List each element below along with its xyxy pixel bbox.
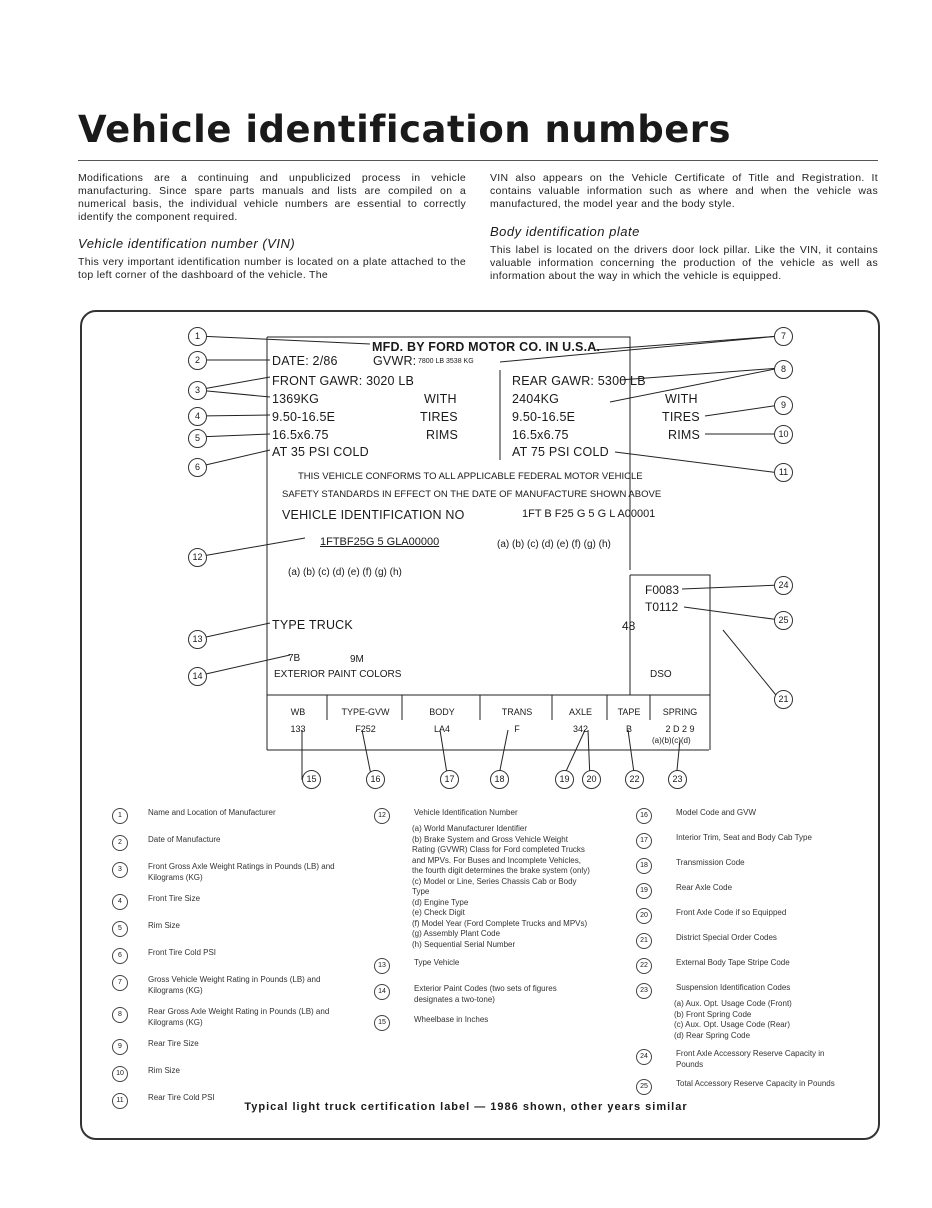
label-front-rims: RIMS: [426, 428, 459, 442]
label-48: 48: [622, 619, 636, 633]
legend-text-10: Rim Size: [148, 1066, 181, 1075]
legend-num-14: 14: [374, 984, 390, 1000]
legend-item-22: [636, 958, 856, 974]
legend-text-23: Suspension Identification Codes: [676, 983, 791, 992]
legend-item-2: [112, 835, 357, 851]
label-rear-psi: AT 75 PSI COLD: [512, 445, 609, 459]
label-rear-tires: TIRES: [662, 410, 700, 424]
legend-item-24: [636, 1049, 856, 1070]
legend-text-3: Front Gross Axle Weight Ratings in Pounds (LB) and Kilograms (KG): [148, 862, 335, 882]
callout-23: 23: [668, 770, 687, 789]
legend-item-13: [374, 958, 604, 974]
table-value-body: LA4: [433, 724, 450, 734]
legend-text-15: Wheelbase in Inches: [414, 1015, 489, 1024]
legend-num-2: 2: [112, 835, 128, 851]
label-front-tires: TIRES: [420, 410, 458, 424]
label-paint-code: 7B: [288, 653, 301, 664]
legend-item-12: [374, 808, 604, 824]
legend-text-1: Name and Location of Manufacturer: [148, 808, 276, 817]
legend-num-16: 16: [636, 808, 652, 824]
legend-text-25: Total Accessory Reserve Capacity in Pounds: [676, 1079, 835, 1088]
legend-item-4: [112, 894, 357, 910]
callout-18: 18: [490, 770, 509, 789]
label-vin-right-letters: (a) (b) (c) (d) (e) (f) (g) (h): [497, 539, 611, 550]
legend-num-7: 7: [112, 975, 128, 991]
vin-heading: Vehicle identification number (VIN): [78, 236, 296, 251]
table-header-trans: TRANS: [501, 707, 533, 717]
legend-12a: (a) World Manufacturer Identifier: [412, 824, 528, 833]
callout-3: 3: [188, 381, 207, 400]
label-front-gawr: FRONT GAWR: 3020 LB: [272, 374, 415, 388]
label-front-kg: 1369KG: [272, 392, 320, 406]
label-front-with: WITH: [424, 392, 457, 406]
label-paint-colors: EXTERIOR PAINT COLORS: [274, 669, 402, 680]
title-rule: [78, 160, 878, 161]
legend-text-5: Rim Size: [148, 921, 181, 930]
legend-num-10: 10: [112, 1066, 128, 1082]
table-header-wb: WB: [290, 707, 306, 717]
callout-1: 1: [188, 327, 207, 346]
legend-text-24: Front Axle Accessory Reserve Capacity in Pounds: [676, 1049, 825, 1069]
legend-num-21: 21: [636, 933, 652, 949]
label-rear-kg: 2404KG: [512, 392, 560, 406]
table-value-tape: B: [625, 724, 632, 734]
legend-num-8: 8: [112, 1007, 128, 1023]
table-header-body: BODY: [429, 707, 455, 717]
body-heading: Body identification plate: [490, 224, 640, 239]
legend-num-19: 19: [636, 883, 652, 899]
label-rear-rims: RIMS: [668, 428, 701, 442]
label-vin-right: 1FT B F25 G 5 G L A00001: [522, 508, 656, 520]
legend-12b: (b) Brake System and Gross Vehicle Weight Rating (GVWR) Class for Ford completed Trucks and MPVs. For Buses and Incomplete Vehicles, the fourth digit determines the brake system (only): [412, 834, 590, 875]
callout-15: 15: [302, 770, 321, 789]
table-header-type-gvw: TYPE-GVW: [341, 707, 390, 717]
legend-text-7: Gross Vehicle Weight Rating in Pounds (LB) and Kilograms (KG): [148, 975, 321, 995]
legend-23a: (a) Aux. Opt. Usage Code (Front): [674, 999, 792, 1008]
callout-2: 2: [188, 351, 207, 370]
legend-text-6: Front Tire Cold PSI: [148, 948, 217, 957]
legend-23c: (c) Aux. Opt. Usage Code (Rear): [674, 1020, 791, 1029]
label-vin-title: VEHICLE IDENTIFICATION NO: [282, 508, 465, 522]
figure-caption: Typical light truck certification label — 1986 shown, other years similar: [244, 1101, 688, 1113]
page-title: Vehicle identification numbers: [78, 108, 732, 151]
label-paint-code-2: 9M: [350, 654, 364, 665]
callout-9: 9: [774, 396, 793, 415]
table-header-spring: SPRING: [662, 707, 698, 717]
label-t0112: T0112: [645, 600, 679, 614]
legend-item-19: [636, 883, 856, 899]
label-type: TYPE TRUCK: [272, 618, 353, 632]
legend-12g: (g) Assembly Plant Code: [412, 929, 501, 938]
legend-item-15: [374, 1015, 604, 1031]
legend-text-11: Rear Tire Cold PSI: [148, 1093, 215, 1102]
legend-text-17: Interior Trim, Seat and Body Cab Type: [676, 833, 812, 842]
label-f0083: F0083: [645, 583, 680, 597]
callout-24: 24: [774, 576, 793, 595]
legend-text-13: Type Vehicle: [414, 958, 460, 967]
legend-12c: (c) Model or Line, Series Chassis Cab or Body Type: [412, 876, 577, 896]
legend-num-15: 15: [374, 1015, 390, 1031]
legend-item-14: [374, 984, 604, 1005]
legend-item-5: [112, 921, 357, 937]
callout-20: 20: [582, 770, 601, 789]
legend-text-14: Exterior Paint Codes (two sets of figures designates a two-tone): [414, 984, 557, 1004]
legend-text-18: Transmission Code: [676, 858, 745, 867]
legend-item-20: [636, 908, 856, 924]
callout-22: 22: [625, 770, 644, 789]
label-rear-rim: 16.5x6.75: [512, 428, 569, 442]
table-header-axle: AXLE: [568, 707, 592, 717]
legend-12d: (d) Engine Type: [412, 897, 469, 907]
callout-21: 21: [774, 690, 793, 709]
legend-23-subitems: [674, 999, 856, 1041]
callout-17: 17: [440, 770, 459, 789]
intro-paragraph: Modifications are a continuing and unpublicized process in vehicle manufacturing. Since spare parts manuals and lists are compiled on a numerical basis, the individual vehicle numbers are essential to correctly identify the component required.: [78, 172, 466, 223]
callout-25: 25: [774, 611, 793, 630]
label-rear-with: WITH: [665, 392, 698, 406]
label-date: DATE: 2/86: [272, 354, 338, 368]
table-value-spring: 2 D 2 9: [665, 724, 695, 734]
legend-num-24: 24: [636, 1049, 652, 1065]
legend-text-2: Date of Manufacture: [148, 835, 221, 844]
legend-num-3: 3: [112, 862, 128, 878]
callout-10: 10: [774, 425, 793, 444]
legend-23b: (b) Front Spring Code: [674, 1009, 752, 1019]
label-front-rim: 16.5x6.75: [272, 428, 329, 442]
body-paragraph: This label is located on the drivers door lock pillar. Like the VIN, it contains valuable information concerning the production of the vehicle as well as information about the way in which the vehicle is equipped.: [490, 244, 878, 282]
table-value-type-gvw: F252: [355, 724, 376, 734]
legend-column-2: [374, 808, 604, 1031]
label-vin-left-letters: (a) (b) (c) (d) (e) (f) (g) (h): [288, 567, 402, 578]
callout-8: 8: [774, 360, 793, 379]
legend-num-5: 5: [112, 921, 128, 937]
legend-item-7: [112, 975, 357, 996]
label-rear-tire: 9.50-16.5E: [512, 410, 576, 424]
callout-7: 7: [774, 327, 793, 346]
legend-text-16: Model Code and GVW: [676, 808, 757, 817]
legend-item-6: [112, 948, 357, 964]
legend-text-4: Front Tire Size: [148, 894, 201, 903]
legend-item-25: [636, 1079, 856, 1095]
legend-num-11: 11: [112, 1093, 128, 1109]
legend-num-12: 12: [374, 808, 390, 824]
legend-column-3: [636, 808, 856, 1095]
legend-23d: (d) Rear Spring Code: [674, 1030, 751, 1040]
legend-num-1: 1: [112, 808, 128, 824]
legend-item-18: [636, 858, 856, 874]
callout-13: 13: [188, 630, 207, 649]
label-gvwr: GVWR:: [373, 354, 417, 368]
table-value-axle: 342: [572, 724, 589, 734]
legend-item-3: [112, 862, 357, 883]
legend-text-8: Rear Gross Axle Weight Rating in Pounds (LB) and Kilograms (KG): [148, 1007, 330, 1027]
table-header-tape: TAPE: [617, 707, 641, 717]
legend-num-25: 25: [636, 1079, 652, 1095]
legend-num-17: 17: [636, 833, 652, 849]
legend-item-23: [636, 983, 856, 999]
label-front-tire: 9.50-16.5E: [272, 410, 336, 424]
legend-item-9: [112, 1039, 357, 1055]
vin-paragraph: This very important identification number is located on a plate attached to the top left corner of the dashboard of the vehicle. The: [78, 256, 466, 281]
legend-num-6: 6: [112, 948, 128, 964]
legend-text-12: Vehicle Identification Number: [414, 808, 518, 817]
legend-12-subitems: [412, 824, 592, 950]
legend-num-20: 20: [636, 908, 652, 924]
legend-num-23: 23: [636, 983, 652, 999]
label-front-psi: AT 35 PSI COLD: [272, 445, 369, 459]
legend-text-9: Rear Tire Size: [148, 1039, 199, 1048]
legend-num-9: 9: [112, 1039, 128, 1055]
callout-12: 12: [188, 548, 207, 567]
legend-num-13: 13: [374, 958, 390, 974]
legend-12f: (f) Model Year (Ford Complete Trucks and MPVs): [412, 918, 588, 928]
legend-item-10: [112, 1066, 357, 1082]
legend-12h: (h) Sequential Serial Number: [412, 939, 516, 949]
table-spring-letters: (a)(b)(c)(d): [652, 736, 691, 745]
legend-text-22: External Body Tape Stripe Code: [676, 958, 790, 967]
callout-11: 11: [774, 463, 793, 482]
callout-4: 4: [188, 407, 207, 426]
label-mfd: MFD. BY FORD MOTOR CO. IN U.S.A.: [372, 340, 601, 354]
label-gvwr-value: 7800 LB 3538 KG: [418, 358, 474, 365]
legend-item-8: [112, 1007, 357, 1028]
callout-14: 14: [188, 667, 207, 686]
callout-6: 6: [188, 458, 207, 477]
legend-num-4: 4: [112, 894, 128, 910]
label-conform-1: THIS VEHICLE CONFORMS TO ALL APPLICABLE FEDERAL MOTOR VEHICLE: [298, 471, 643, 482]
label-vin-left: 1FTBF25G 5 GLA00000: [320, 536, 440, 548]
table-value-wb: 133: [290, 724, 306, 734]
label-conform-2: SAFETY STANDARDS IN EFFECT ON THE DATE OF MANUFACTURE SHOWN ABOVE: [282, 489, 662, 500]
label-dso: DSO: [650, 669, 672, 680]
callout-5: 5: [188, 429, 207, 448]
vin-paragraph-continued: VIN also appears on the Vehicle Certificate of Title and Registration. It contains valuable information such as where and when the vehicle was manufactured, the model year and the body style.: [490, 172, 878, 210]
legend-item-16: [636, 808, 856, 824]
legend-num-18: 18: [636, 858, 652, 874]
legend-item-21: [636, 933, 856, 949]
legend-text-19: Rear Axle Code: [676, 883, 733, 892]
legend-item-17: [636, 833, 856, 849]
legend-12e: (e) Check Digit: [412, 908, 465, 917]
callout-19: 19: [555, 770, 574, 789]
label-rear-gawr: REAR GAWR: 5300 LB: [512, 374, 646, 388]
legend-text-20: Front Axle Code if so Equipped: [676, 908, 787, 917]
callout-16: 16: [366, 770, 385, 789]
legend-num-22: 22: [636, 958, 652, 974]
legend-item-1: [112, 808, 357, 824]
legend-column-1: [112, 808, 357, 1120]
table-value-trans: F: [514, 724, 520, 734]
legend-text-21: District Special Order Codes: [676, 933, 777, 942]
